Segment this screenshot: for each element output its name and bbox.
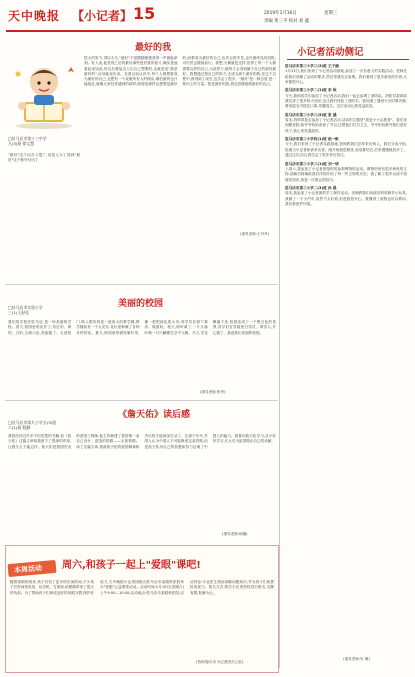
column-divider: [279, 36, 280, 668]
article-title-campus: 美丽的校园: [118, 299, 164, 309]
sidebar-title-rule: [287, 59, 409, 60]
sidebar-entry-body: 周末,我参加了小记者团的手工制作活动。老师教我们用废旧材料制作小玩具,我做了一个小汽车,虽然不太好看,但是我很开心。我懂得了废物也可以利用,我们要爱护环境。: [285, 191, 407, 206]
sidebar-entry-body: 周末,妈妈带我去参加了小记者活动,活动的主题是"我是小小志愿者"。我们来到敬老院,给爷爷奶奶表演了节目,还帮他们打扫卫生。爷爷奶奶都夸我们是好孩子,我心里美滋滋的。: [285, 118, 407, 133]
issue-weekday: 星期三: [324, 11, 338, 16]
article3-teacher: (指导老师:杨娜): [222, 532, 248, 536]
masthead-rule: [6, 30, 411, 32]
issue-date: 2019年1月16日: [264, 11, 297, 16]
sidebar-entry-head: 驻马店市第三小学四(1)班 赵一帆: [285, 137, 339, 142]
sidebar-entry-body: 1月13日,我们来到了小记者活动基地,参加了一次有意义的实践活动。老师先给我们讲解了活动的要求,然后带我们去参观。我们看到了很多新奇的东西,大家都很开心。: [285, 69, 407, 85]
article-title-zhan-tianyou: 《詹天佑》读后感: [118, 410, 191, 420]
section-name: 【小记者】: [72, 9, 133, 23]
sidebar-entries: [285, 64, 407, 664]
article2-body: 我们的学校在驻马店,是一所美丽的学校。春天,校园里的花开了,有红的、黄的、白的,五颜六色,美丽极了。走进校门,映入眼帘的是一座高大的教学楼,教学楼前有一个大花坛,花坛里种满了各种各样的花。夏天,校园里的树枝繁叶茂,像一把把绿色的大伞,同学们在树下乘凉、做游戏。秋天,树叶黄了,一片片落叶像一只只蝴蝶在空中飞舞。冬天,雪花飘落下来,校园变成了一个银白色的世界,同学们在雪地里打雪仗、堆雪人,开心极了。我爱我们美丽的校园。: [8, 320, 276, 335]
section-divider: [5, 400, 278, 401]
sidebar-entry-body: 今天,我们来到了小记者实践基地,老师教我们怎样采访别人。我们分成小组,轮流当小记者和被采访者。刚开始我很紧张,说话都结巴,后来慢慢就放开了。通过这次活动,我学会了很多采访技巧。: [285, 142, 407, 158]
article-title-best-me: 最好的我: [135, 43, 172, 53]
weekly-event-tag-label: 本周活动: [13, 564, 43, 575]
sidebar-teacher: (指导老师:朱 琳): [343, 657, 370, 661]
sidebar-header: [287, 42, 409, 60]
newspaper-logo: 天中晚报: [8, 9, 61, 23]
sidebar-entry-head: 驻马店市第三小学二(3)班 孙 晨: [285, 185, 337, 190]
weekly-event-contact: (咨询电话:市小记者团办公室): [196, 660, 244, 664]
weekly-event-title: 周六,和孩子一起上"爱眼"课吧!: [62, 560, 201, 571]
article1-teacher: (指导老师:王丹丹): [240, 232, 270, 236]
boy-with-book-illustration: [8, 62, 80, 130]
article1-byline: □驻马店市第十三中学 九(3)班 徐文慧: [8, 136, 47, 147]
article2-teacher: (指导老师:张华): [200, 390, 226, 394]
page-number: 15: [133, 4, 156, 23]
article2-byline: □驻马店市实验小学 三(1)王舒佳: [8, 305, 43, 316]
sidebar-entry-head: 驻马店市第三小学三(5)班 张 涵: [285, 112, 337, 117]
article3-byline: □驻马店市第九小学五(3)班 六(1)班 程静: [8, 420, 57, 431]
section-divider: [5, 284, 278, 285]
weekly-event-body: 随着寒假的到来,孩子们有了更多的空闲时间,不少孩子长时间看电视、玩手机、打游戏,给眼睛带来了很大的负担。为了帮助孩子们养成良好的用眼习惯,保护好视力,天中晚报小记者团联合驻马店市某眼科医院举办"爱眼"公益课堂活动。活动时间:1月19日(星期六)上午9:00—10:00;活动地点:驻马店市某眼科医院;活动内容:专业医生现场讲解用眼知识,并为孩子们免费检查视力。报名方式:拨打小记者热线进行报名,名额有限,报满为止。: [10, 580, 274, 595]
article3-body: 我曾经读过许多不同类型的书籍,但《詹天佑》这篇文章给我留下了很深的印象,让我久久不能忘怀。詹天佑是我国杰出的爱国工程师,他主持修建了我国第一条自己设计、建造的铁路——京张铁路。读了这篇文章,我被詹天佑的爱国精神和杰出的才能深深打动了。在那个年代,外国人认为中国人不可能修成这条铁路,但是詹天佑用自己的智慧和努力证明了中国人的能力。我要向詹天佑学习,从小好好学习,长大后为祖国做出自己的贡献。: [8, 434, 276, 449]
sidebar-entry-head: 驻马店市第三小学三(3)班 王子涵: [285, 64, 339, 68]
sidebar-entry-head: 驻马店市第三小学三(1)班 刘一诺: [285, 161, 339, 166]
editor-credits: 责编 黄三平 校对 刘 鑫: [264, 19, 310, 24]
sidebar-entry-body: 今天,我和同学们参加了小记者活动,我们一起去参观了消防队。消防员叔叔给我们讲了很多防火知识,还让我们体验了消防车。我知道了遇到火灾时要冷静,要用湿毛巾捂住口鼻,弯腰逃生。这次活动让我受益匪浅。: [285, 93, 407, 109]
sidebar-entry-head: 驻马店市第三小学二(1)班 李 欣: [285, 88, 337, 93]
sidebar-entry-body: 上周六,我参加了小记者团组织的参观博物馆活动。博物馆里有很多珍贵的文物,讲解员阿姨给我们详细介绍了每一件文物的历史。我了解了很多以前不知道的知识,真是一次难忘的经历。: [285, 166, 407, 182]
sidebar-title: 小记者活动侧记: [297, 47, 364, 58]
article1-body: 很大的努力,得以永久,"最好"不是随随便便获得一声就能拿到。有人说,他发现之后的最好那些是有我的意义,确实是他看起来如此,所以总要接近人们自己想要的,也就是说"我是最好的",应该能说出来。在我目前认识中,每个人都想要成为最好的自己,也想有一个说服所有人的理由,哪怕最终也只能接近,就像大家经常遇到的那样,即便是那样也想要是最好的,而要成为最好的自己,也许会很辛苦,也许最终没有回报,可仍然会继续前行。我想,大概就是这样,世界上每一个人都需要这样的自己,为此努力,最终才会得到属于自己的那份最好。我想通过我自己的努力,去成为那个最好的我,在这个过程中,我得到了成长,也学会了很多。"最好"是一种态度,是一种向上的力量。我是最好的我,我也将继续做最好的自己。: [84, 56, 276, 87]
masthead: [6, 4, 411, 36]
article1-intro-note: "最好"这个词含义很广,说是人为了得到"最好"这个称号付出了: [8, 153, 80, 163]
